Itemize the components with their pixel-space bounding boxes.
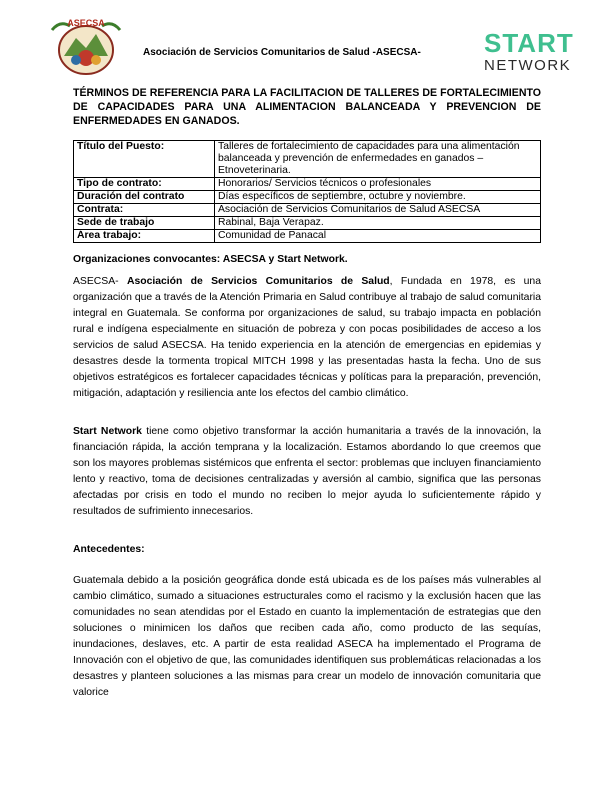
document-title: TÉRMINOS DE REFERENCIA PARA LA FACILITACION DE TALLERES DE FORTALECIMIENTO DE CAPACIDADES PARA UNA ALIMENTACION BALANCEADA Y PREVENCION DE ENFERMEDADES EN GANADOS. — [73, 87, 541, 127]
table-key: Sede de trabajo — [74, 217, 215, 230]
table-key: Área trabajo: — [74, 230, 215, 243]
start-network-paragraph — [73, 424, 541, 520]
asecsa-paragraph-lead: ASECSA- — [73, 276, 127, 287]
table-value: Asociación de Servicios Comunitarios de Salud ASECSA — [215, 204, 541, 217]
table-key: Título del Puesto: — [74, 141, 215, 178]
table-row — [74, 204, 541, 217]
asecsa-logo — [46, 16, 126, 78]
organization-name: Asociación de Servicios Comunitarios de Salud -ASECSA- — [143, 47, 421, 58]
start-network-logo-line2: NETWORK — [484, 57, 572, 74]
antecedentes-paragraph: Guatemala debido a la posición geográfica donde está ubicada es de los países más vulnerables al cambio climático, sumado a situaciones estructurales como el racismo y la exclusión hacen que las comunidades no sean atendidas por el Estado en cuanto la implementación de estrategias que den soluciones o minimicen los daños que reciben cada año, como producto de las sequías, inundaciones, deslaves, etc. A partir de esta realidad ASECA ha implementado el Programa de Innovación con el objetivo de que, las comunidades identifiquen sus problemáticas relacionadas a los desastres y planteen soluciones a las mismas para crear un modelo de innovación comunitaria que valorice — [73, 575, 541, 698]
table-key: Contrata: — [74, 204, 215, 217]
start-network-paragraph-bold: Start Network — [73, 426, 142, 437]
start-network-logo-line1: START — [484, 28, 574, 58]
terms-table — [73, 140, 541, 243]
table-key: Tipo de contrato: — [74, 178, 215, 191]
table-row — [74, 217, 541, 230]
table-row — [74, 141, 541, 178]
asecsa-paragraph-text: , Fundada en 1978, es una organización que a través de la Atención Primaria en Salud contribuye al trabajo de salud comunitaria integral en Guatemala. Se conforma por organizaciones de salud, su trabajo impacta en población rural e indígena especialmente en situación de pobreza y con pocas posibilidades de acceso a los servicios de salud ASECSA. Ha tenido experiencia en la atención de emergencias en epidemias y desastres desde la tormenta tropical MITCH 1998 y las presentadas hasta la fecha. Uno de sus objetivos estratégicos es fortalecer capacidades técnicas y políticas para la preparación, prevención, mitigación, adaptación y resiliencia ante los efectos del cambio climático. — [73, 276, 541, 399]
table-row — [74, 230, 541, 243]
table-value: Honorarios/ Servicios técnicos o profesionales — [215, 178, 541, 191]
table-value: Talleres de fortalecimiento de capacidades para una alimentación balanceada y prevención de enfermedades en ganados – Etnoveterinaria. — [215, 141, 541, 178]
asecsa-paragraph-bold: Asociación de Servicios Comunitarios de Salud — [126, 276, 390, 287]
table-row — [74, 178, 541, 191]
table-value: Comunidad de Panacal — [215, 230, 541, 243]
table-value: Rabinal, Baja Verapaz. — [215, 217, 541, 230]
asecsa-paragraph — [73, 274, 541, 402]
start-network-logo — [484, 28, 574, 74]
convening-organizations: Organizaciones convocantes: ASECSA y Start Network. — [73, 254, 348, 265]
asecsa-logo-text: ASECSA — [67, 18, 105, 28]
page-header — [0, 0, 612, 80]
table-row — [74, 191, 541, 204]
table-value: Días específicos de septiembre, octubre y noviembre. — [215, 191, 541, 204]
antecedentes-heading: Antecedentes: — [73, 544, 145, 555]
start-network-paragraph-text: tiene como objetivo transformar la acción humanitaria a través de la innovación, la financiación rápida, la acción temprana y la localización. Estamos abordando lo que creemos que son los mayores problemas sistémicos que enfrenta el sector: problemas que incluyen financiamiento lento y reactivo, toma de decisiones centralizadas y aversión al cambio, significa que las personas afectadas por crisis en todo el mundo no reciben lo mejor ayuda lo suficientemente rápido y resultados de sufrimiento innecesarios. — [73, 426, 541, 517]
table-key: Duración del contrato — [74, 191, 215, 204]
